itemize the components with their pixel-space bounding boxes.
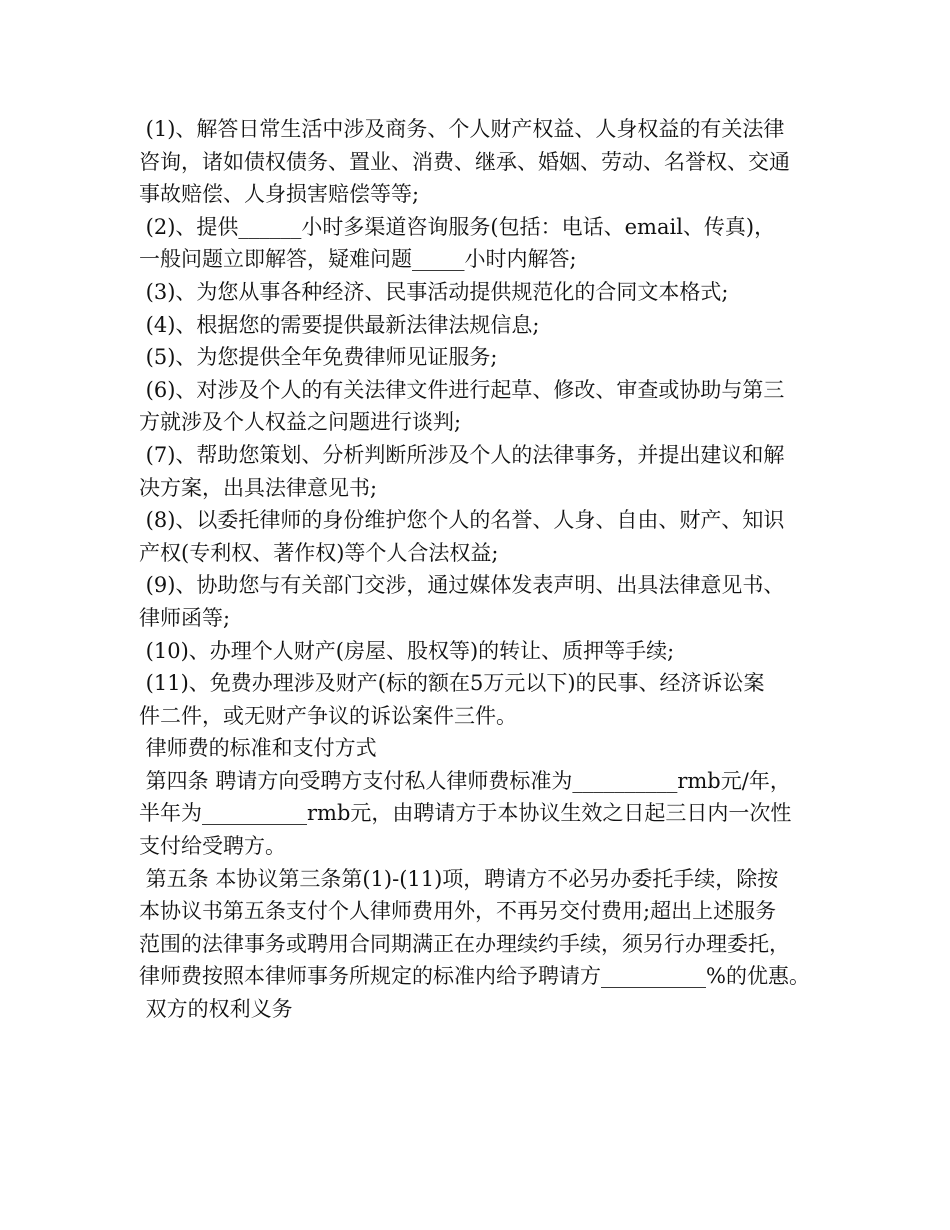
text-line: (10)、办理个人财产(房屋、股权等)的转让、质押等手续; <box>139 638 675 663</box>
section-heading: 律师费的标准和支付方式 <box>139 736 377 761</box>
text-line: (8)、以委托律师的身份维护您个人的名誉、人身、自由、财产、知识 <box>139 508 785 533</box>
text-line: 方就涉及个人权益之问题进行谈判; <box>139 410 462 435</box>
text-line: (7)、帮助您策划、分析判断所涉及个人的法律事务，并提出建议和解 <box>139 442 785 467</box>
text-line: (11)、免费办理涉及财产(标的额在5万元以下)的民事、经济诉讼案 <box>139 671 765 696</box>
text-line: (6)、对涉及个人的有关法律文件进行起草、修改、审查或协助与第三 <box>139 377 785 402</box>
text-line: 咨询，诸如债权债务、置业、消费、继承、婚姻、劳动、名誉权、交通 <box>139 149 790 174</box>
text-line: 支付给受聘方。 <box>139 834 286 859</box>
section-heading: 双方的权利义务 <box>139 997 293 1022</box>
text-line: 第四条 聘请方向受聘方支付私人律师费标准为__________rmb元/年， <box>139 768 791 793</box>
text-line: (3)、为您从事各种经济、民事活动提供规范化的合同文本格式; <box>139 279 729 304</box>
text-line: 范围的法律事务或聘用合同期满正在办理续约手续，须另行办理委托， <box>139 931 790 956</box>
text-line: 律师费按照本律师事务所规定的标准内给予聘请方__________%的优惠。 <box>139 964 810 989</box>
text-line: 一般问题立即解答，疑难问题_____小时内解答; <box>139 247 577 272</box>
text-line: 第五条 本协议第三条第(1)-(11)项，聘请方不必另办委托手续，除按 <box>139 866 779 891</box>
text-line: (1)、解答日常生活中涉及商务、个人财产权益、人身权益的有关法律 <box>139 117 785 141</box>
document-body <box>139 113 839 1026</box>
text-line: (4)、根据您的需要提供最新法律法规信息; <box>139 312 540 337</box>
text-line: 件二件，或无财产争议的诉讼案件三件。 <box>139 703 517 728</box>
text-line: (2)、提供______小时多渠道咨询服务(包括：电话、email、传真)， <box>139 214 776 239</box>
text-line: 决方案，出具法律意见书; <box>139 475 378 500</box>
text-line: 律师函等; <box>139 605 231 630</box>
text-line: (5)、为您提供全年免费律师见证服务; <box>139 345 498 370</box>
text-line: 本协议书第五条支付个人律师费用外，不再另交付费用;超出上述服务 <box>139 899 777 924</box>
text-line: 事故赔偿、人身损害赔偿等等; <box>139 182 420 207</box>
text-line: (9)、协助您与有关部门交涉，通过媒体发表声明、出具法律意见书、 <box>139 573 785 598</box>
text-line: 半年为__________rmb元，由聘请方于本协议生效之日起三日内一次性 <box>139 801 792 826</box>
text-line: 产权(专利权、著作权)等个人合法权益; <box>139 540 499 565</box>
